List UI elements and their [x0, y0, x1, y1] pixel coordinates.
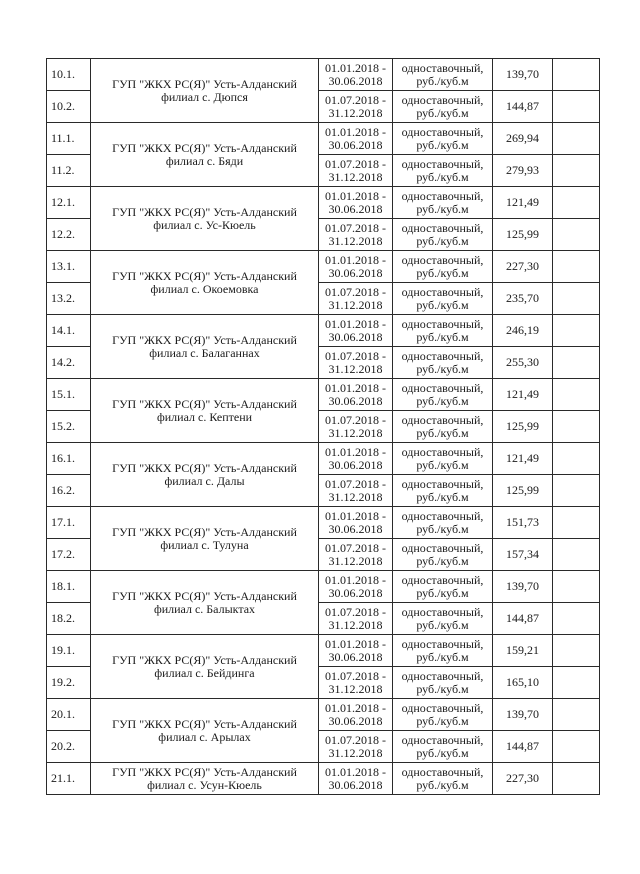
- empty-cell: [553, 155, 600, 187]
- period-from: 01.01.2018 -: [325, 124, 386, 139]
- tariff-type-cell: [393, 347, 493, 379]
- tariff-value: 125,99: [493, 411, 553, 443]
- period-from: 01.07.2018 -: [325, 668, 386, 683]
- period-cell: [319, 379, 393, 411]
- period-cell: [319, 219, 393, 251]
- period-cell: [319, 699, 393, 731]
- organization-name: ГУП "ЖКХ РС(Я)" Усть-Алданский: [112, 764, 297, 779]
- period-from: 01.07.2018 -: [325, 92, 386, 107]
- period-to: 31.12.2018: [328, 617, 383, 632]
- period-cell: [319, 315, 393, 347]
- period-to: 30.06.2018: [328, 137, 383, 152]
- organization-name: ГУП "ЖКХ РС(Я)" Усть-Алданский: [112, 268, 297, 283]
- tariff-type: одноставочный,: [401, 444, 484, 459]
- tariff-type-cell: [393, 155, 493, 187]
- tariff-unit: руб./куб.м: [416, 137, 469, 152]
- period-to: 30.06.2018: [328, 649, 383, 664]
- period-to: 30.06.2018: [328, 713, 383, 728]
- period-cell: [319, 411, 393, 443]
- tariff-value: 139,70: [493, 699, 553, 731]
- tariff-type-cell: [393, 123, 493, 155]
- organization-name: ГУП "ЖКХ РС(Я)" Усть-Алданский: [112, 588, 297, 603]
- row-number: 13.2.: [47, 283, 91, 315]
- tariff-unit: руб./куб.м: [416, 425, 469, 440]
- empty-cell: [553, 699, 600, 731]
- period-to: 31.12.2018: [328, 745, 383, 760]
- period-cell: [319, 155, 393, 187]
- tariff-table: [46, 58, 600, 795]
- tariff-type: одноставочный,: [401, 316, 484, 331]
- tariff-type: одноставочный,: [401, 252, 484, 267]
- organization-name: ГУП "ЖКХ РС(Я)" Усть-Алданский: [112, 524, 297, 539]
- period-cell: [319, 123, 393, 155]
- row-number: 21.1.: [47, 763, 91, 795]
- tariff-value: 246,19: [493, 315, 553, 347]
- row-number: 19.1.: [47, 635, 91, 667]
- tariff-unit: руб./куб.м: [416, 297, 469, 312]
- organization-name: ГУП "ЖКХ РС(Я)" Усть-Алданский: [112, 140, 297, 155]
- period-from: 01.07.2018 -: [325, 284, 386, 299]
- tariff-type: одноставочный,: [401, 764, 484, 779]
- organization-cell: [91, 187, 319, 251]
- organization-cell: [91, 379, 319, 443]
- organization-name: ГУП "ЖКХ РС(Я)" Усть-Алданский: [112, 652, 297, 667]
- period-cell: [319, 635, 393, 667]
- period-from: 01.01.2018 -: [325, 252, 386, 267]
- row-number: 12.2.: [47, 219, 91, 251]
- organization-name: ГУП "ЖКХ РС(Я)" Усть-Алданский: [112, 716, 297, 731]
- tariff-type: одноставочный,: [401, 124, 484, 139]
- tariff-unit: руб./куб.м: [416, 393, 469, 408]
- tariff-unit: руб./куб.м: [416, 361, 469, 376]
- period-from: 01.01.2018 -: [325, 636, 386, 651]
- branch-name: филиал с. Бяди: [165, 153, 244, 168]
- row-number: 20.1.: [47, 699, 91, 731]
- tariff-value: 144,87: [493, 91, 553, 123]
- branch-name: филиал с. Балаганнах: [149, 345, 260, 360]
- period-to: 30.06.2018: [328, 329, 383, 344]
- row-number: 17.2.: [47, 539, 91, 571]
- organization-cell: [91, 763, 319, 795]
- branch-name: филиал с. Тулуна: [160, 537, 249, 552]
- tariff-type-cell: [393, 475, 493, 507]
- organization-name: ГУП "ЖКХ РС(Я)" Усть-Алданский: [112, 460, 297, 475]
- organization-cell: [91, 571, 319, 635]
- tariff-type: одноставочный,: [401, 732, 484, 747]
- empty-cell: [553, 315, 600, 347]
- organization-name: ГУП "ЖКХ РС(Я)" Усть-Алданский: [112, 332, 297, 347]
- tariff-value: 269,94: [493, 123, 553, 155]
- empty-cell: [553, 411, 600, 443]
- tariff-value: 227,30: [493, 763, 553, 795]
- row-number: 15.2.: [47, 411, 91, 443]
- period-to: 31.12.2018: [328, 297, 383, 312]
- empty-cell: [553, 283, 600, 315]
- tariff-unit: руб./куб.м: [416, 745, 469, 760]
- period-from: 01.01.2018 -: [325, 572, 386, 587]
- tariff-unit: руб./куб.м: [416, 265, 469, 280]
- organization-cell: [91, 123, 319, 187]
- tariff-value: 125,99: [493, 475, 553, 507]
- period-cell: [319, 91, 393, 123]
- tariff-unit: руб./куб.м: [416, 617, 469, 632]
- period-from: 01.07.2018 -: [325, 732, 386, 747]
- tariff-type: одноставочный,: [401, 220, 484, 235]
- tariff-unit: руб./куб.м: [416, 169, 469, 184]
- tariff-unit: руб./куб.м: [416, 105, 469, 120]
- row-number: 11.2.: [47, 155, 91, 187]
- period-to: 30.06.2018: [328, 393, 383, 408]
- tariff-type-cell: [393, 635, 493, 667]
- period-from: 01.07.2018 -: [325, 476, 386, 491]
- period-to: 30.06.2018: [328, 457, 383, 472]
- organization-cell: [91, 251, 319, 315]
- row-number: 13.1.: [47, 251, 91, 283]
- branch-name: филиал с. Арылах: [158, 729, 251, 744]
- tariff-type: одноставочный,: [401, 348, 484, 363]
- tariff-value: 125,99: [493, 219, 553, 251]
- tariff-unit: руб./куб.м: [416, 489, 469, 504]
- row-number: 10.1.: [47, 59, 91, 91]
- period-cell: [319, 539, 393, 571]
- tariff-unit: руб./куб.м: [416, 457, 469, 472]
- period-cell: [319, 347, 393, 379]
- tariff-value: 255,30: [493, 347, 553, 379]
- row-number: 15.1.: [47, 379, 91, 411]
- period-cell: [319, 763, 393, 795]
- tariff-type: одноставочный,: [401, 572, 484, 587]
- period-cell: [319, 187, 393, 219]
- organization-cell: [91, 59, 319, 123]
- empty-cell: [553, 635, 600, 667]
- tariff-type-cell: [393, 571, 493, 603]
- tariff-type-cell: [393, 379, 493, 411]
- period-to: 30.06.2018: [328, 585, 383, 600]
- tariff-type-cell: [393, 603, 493, 635]
- tariff-unit: руб./куб.м: [416, 329, 469, 344]
- tariff-value: 144,87: [493, 603, 553, 635]
- tariff-table-body: [47, 59, 600, 795]
- tariff-type-cell: [393, 187, 493, 219]
- period-from: 01.01.2018 -: [325, 380, 386, 395]
- branch-name: филиал с. Дюпся: [161, 89, 248, 104]
- tariff-value: 235,70: [493, 283, 553, 315]
- empty-cell: [553, 443, 600, 475]
- tariff-type-cell: [393, 539, 493, 571]
- tariff-value: 151,73: [493, 507, 553, 539]
- organization-name: ГУП "ЖКХ РС(Я)" Усть-Алданский: [112, 396, 297, 411]
- table-row: [47, 699, 600, 731]
- empty-cell: [553, 251, 600, 283]
- period-cell: [319, 283, 393, 315]
- table-row: [47, 443, 600, 475]
- period-from: 01.07.2018 -: [325, 604, 386, 619]
- period-to: 31.12.2018: [328, 425, 383, 440]
- period-to: 31.12.2018: [328, 553, 383, 568]
- empty-cell: [553, 667, 600, 699]
- row-number: 12.1.: [47, 187, 91, 219]
- tariff-type: одноставочный,: [401, 508, 484, 523]
- tariff-type-cell: [393, 283, 493, 315]
- period-from: 01.01.2018 -: [325, 444, 386, 459]
- table-row: [47, 635, 600, 667]
- period-to: 30.06.2018: [328, 777, 383, 792]
- tariff-type-cell: [393, 699, 493, 731]
- tariff-value: 157,34: [493, 539, 553, 571]
- tariff-type: одноставочный,: [401, 636, 484, 651]
- period-from: 01.07.2018 -: [325, 348, 386, 363]
- row-number: 18.1.: [47, 571, 91, 603]
- row-number: 20.2.: [47, 731, 91, 763]
- period-to: 31.12.2018: [328, 105, 383, 120]
- tariff-type-cell: [393, 443, 493, 475]
- organization-cell: [91, 635, 319, 699]
- empty-cell: [553, 187, 600, 219]
- tariff-type: одноставочный,: [401, 188, 484, 203]
- tariff-type-cell: [393, 731, 493, 763]
- empty-cell: [553, 59, 600, 91]
- table-row: [47, 379, 600, 411]
- table-row: [47, 187, 600, 219]
- period-to: 31.12.2018: [328, 233, 383, 248]
- empty-cell: [553, 347, 600, 379]
- tariff-unit: руб./куб.м: [416, 553, 469, 568]
- period-to: 31.12.2018: [328, 169, 383, 184]
- period-cell: [319, 603, 393, 635]
- period-to: 31.12.2018: [328, 681, 383, 696]
- branch-name: филиал с. Кептени: [156, 409, 253, 424]
- empty-cell: [553, 571, 600, 603]
- tariff-type: одноставочный,: [401, 412, 484, 427]
- period-cell: [319, 59, 393, 91]
- period-from: 01.07.2018 -: [325, 540, 386, 555]
- tariff-unit: руб./куб.м: [416, 73, 469, 88]
- period-cell: [319, 443, 393, 475]
- row-number: 16.2.: [47, 475, 91, 507]
- tariff-value: 279,93: [493, 155, 553, 187]
- tariff-type-cell: [393, 507, 493, 539]
- tariff-type: одноставочный,: [401, 60, 484, 75]
- table-row: [47, 763, 600, 795]
- row-number: 17.1.: [47, 507, 91, 539]
- empty-cell: [553, 731, 600, 763]
- branch-name: филиал с. Балыктах: [153, 601, 256, 616]
- period-from: 01.01.2018 -: [325, 700, 386, 715]
- tariff-unit: руб./куб.м: [416, 233, 469, 248]
- table-row: [47, 59, 600, 91]
- period-from: 01.01.2018 -: [325, 764, 386, 779]
- period-cell: [319, 475, 393, 507]
- row-number: 14.1.: [47, 315, 91, 347]
- tariff-type-cell: [393, 251, 493, 283]
- table-row: [47, 507, 600, 539]
- tariff-value: 227,30: [493, 251, 553, 283]
- empty-cell: [553, 763, 600, 795]
- tariff-value: 165,10: [493, 667, 553, 699]
- table-row: [47, 315, 600, 347]
- empty-cell: [553, 475, 600, 507]
- row-number: 14.2.: [47, 347, 91, 379]
- table-row: [47, 571, 600, 603]
- branch-name: филиал с. Бейдинга: [154, 665, 255, 680]
- tariff-type-cell: [393, 91, 493, 123]
- empty-cell: [553, 507, 600, 539]
- empty-cell: [553, 539, 600, 571]
- tariff-type-cell: [393, 763, 493, 795]
- branch-name: филиал с. Окоемовка: [150, 281, 259, 296]
- period-cell: [319, 667, 393, 699]
- empty-cell: [553, 91, 600, 123]
- empty-cell: [553, 123, 600, 155]
- tariff-type-cell: [393, 411, 493, 443]
- tariff-type: одноставочный,: [401, 540, 484, 555]
- row-number: 10.2.: [47, 91, 91, 123]
- tariff-value: 121,49: [493, 443, 553, 475]
- period-from: 01.01.2018 -: [325, 60, 386, 75]
- period-cell: [319, 571, 393, 603]
- period-from: 01.01.2018 -: [325, 316, 386, 331]
- tariff-type-cell: [393, 59, 493, 91]
- row-number: 16.1.: [47, 443, 91, 475]
- tariff-type: одноставочный,: [401, 476, 484, 491]
- table-row: [47, 123, 600, 155]
- tariff-value: 139,70: [493, 59, 553, 91]
- period-cell: [319, 251, 393, 283]
- period-to: 31.12.2018: [328, 489, 383, 504]
- tariff-type: одноставочный,: [401, 284, 484, 299]
- period-from: 01.01.2018 -: [325, 188, 386, 203]
- tariff-type: одноставочный,: [401, 668, 484, 683]
- period-to: 30.06.2018: [328, 521, 383, 536]
- tariff-type-cell: [393, 315, 493, 347]
- tariff-value: 139,70: [493, 571, 553, 603]
- tariff-value: 144,87: [493, 731, 553, 763]
- organization-cell: [91, 699, 319, 763]
- tariff-unit: руб./куб.м: [416, 649, 469, 664]
- tariff-value: 121,49: [493, 379, 553, 411]
- table-row: [47, 251, 600, 283]
- tariff-type: одноставочный,: [401, 380, 484, 395]
- tariff-unit: руб./куб.м: [416, 201, 469, 216]
- tariff-unit: руб./куб.м: [416, 585, 469, 600]
- tariff-type: одноставочный,: [401, 604, 484, 619]
- period-cell: [319, 507, 393, 539]
- tariff-unit: руб./куб.м: [416, 681, 469, 696]
- tariff-type: одноставочный,: [401, 92, 484, 107]
- tariff-type: одноставочный,: [401, 156, 484, 171]
- organization-cell: [91, 315, 319, 379]
- tariff-type: одноставочный,: [401, 700, 484, 715]
- period-to: 30.06.2018: [328, 73, 383, 88]
- tariff-value: 121,49: [493, 187, 553, 219]
- tariff-type-cell: [393, 667, 493, 699]
- organization-name: ГУП "ЖКХ РС(Я)" Усть-Алданский: [112, 204, 297, 219]
- organization-cell: [91, 507, 319, 571]
- tariff-unit: руб./куб.м: [416, 521, 469, 536]
- organization-cell: [91, 443, 319, 507]
- row-number: 18.2.: [47, 603, 91, 635]
- empty-cell: [553, 603, 600, 635]
- empty-cell: [553, 219, 600, 251]
- period-to: 31.12.2018: [328, 361, 383, 376]
- period-to: 30.06.2018: [328, 265, 383, 280]
- tariff-type-cell: [393, 219, 493, 251]
- period-from: 01.07.2018 -: [325, 156, 386, 171]
- period-from: 01.01.2018 -: [325, 508, 386, 523]
- tariff-unit: руб./куб.м: [416, 713, 469, 728]
- tariff-value: 159,21: [493, 635, 553, 667]
- row-number: 11.1.: [47, 123, 91, 155]
- period-cell: [319, 731, 393, 763]
- empty-cell: [553, 379, 600, 411]
- organization-name: ГУП "ЖКХ РС(Я)" Усть-Алданский: [112, 76, 297, 91]
- period-from: 01.07.2018 -: [325, 220, 386, 235]
- branch-name: филиал с. Усун-Кюель: [147, 777, 262, 792]
- branch-name: филиал с. Ус-Кюель: [153, 217, 256, 232]
- period-from: 01.07.2018 -: [325, 412, 386, 427]
- row-number: 19.2.: [47, 667, 91, 699]
- branch-name: филиал с. Далы: [164, 473, 245, 488]
- period-to: 30.06.2018: [328, 201, 383, 216]
- tariff-unit: руб./куб.м: [416, 777, 469, 792]
